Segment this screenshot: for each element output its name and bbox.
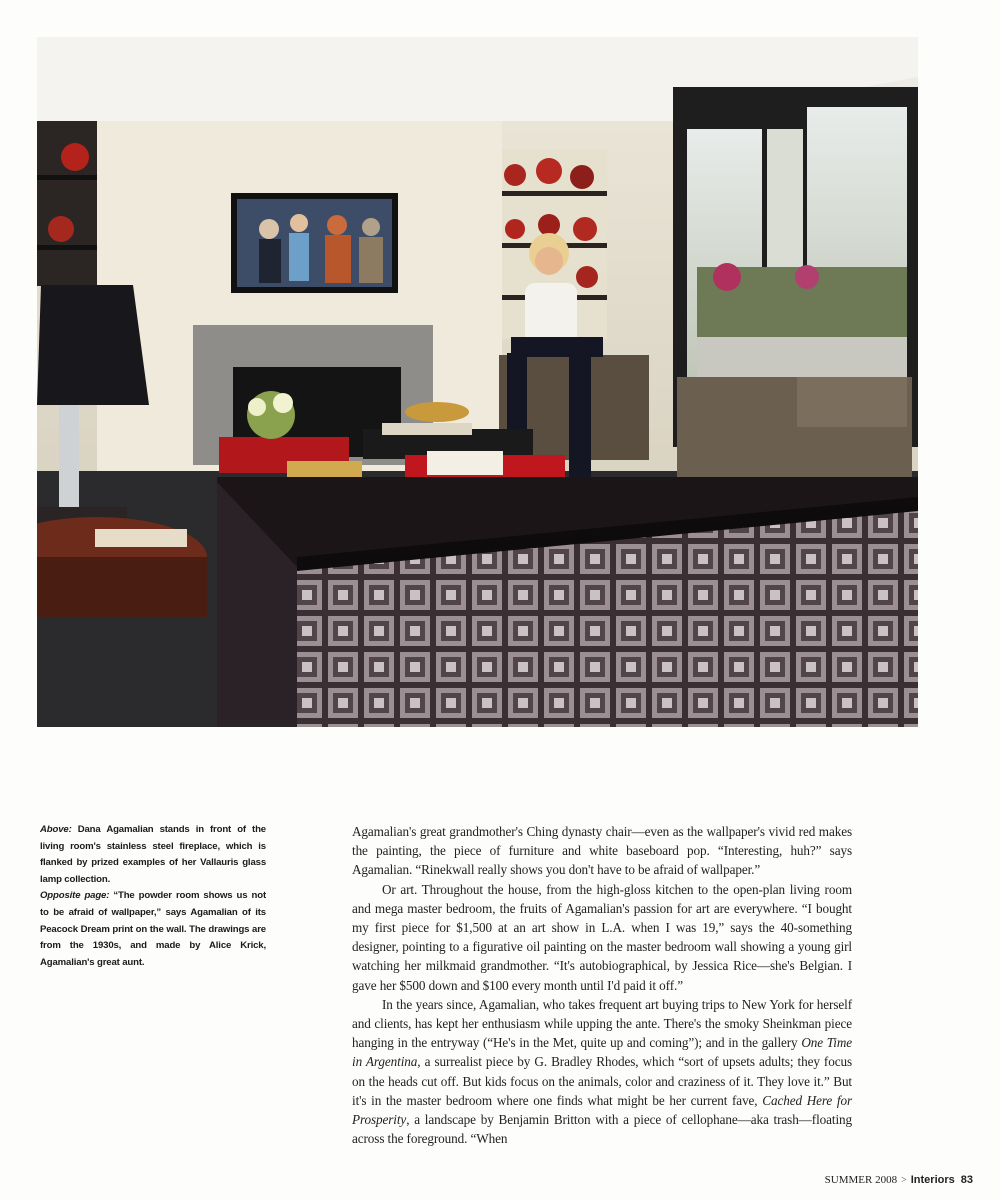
folio-issue: SUMMER 2008: [824, 1174, 898, 1186]
article-paragraph-3-part-b: , a surrealist piece by G. Bradley Rhodes, which “sort of upsets adults; they focus on the heads cut off. But kids focus on the animals, color and craziness of it. They love it.” But it's in the master bedroom where one finds what might be her current fave,: [352, 1054, 852, 1108]
artwork-title-one-time-in-argentina: One Time in Argentina: [352, 1035, 852, 1070]
folio-magazine: Interiors: [910, 1174, 955, 1186]
living-room-photo: [37, 37, 918, 727]
page-folio: [825, 1174, 973, 1186]
article-paragraph-2: Or art. Throughout the house, from the high-gloss kitchen to the open-plan living room and mega master bedroom, the fruits of Agamalian's passion for art are everywhere. “I bought my first piece for $1,500 at an art show in L.A. when I was 19,” says the 40-something designer, pointing to a figurative oil painting on the master bedroom wall showing a young girl watching her milkmaid grandmother. “It's autobiographical, by Jessica Rice—she's Belgian. I gave her $500 down and $100 every month until I'd paid it off.”: [352, 881, 852, 993]
caption-above-text: Dana Agamalian stands in front of the living room's stainless steel fireplace, which is flanked by prized examples of her Vallauris glass lamp collection.: [40, 824, 266, 885]
article-paragraph-3-part-c: , a landscape by Benjamin Britton with a piece of cellophane—aka trash—floating across the foreground. “When: [352, 1112, 852, 1147]
article-paragraph-1: Agamalian's great grandmother's Ching dynasty chair—even as the wallpaper's vivid red makes the painting, the piece of furniture and white baseboard pop. “Interesting, huh?” says Agamalian. “Rinekwall really shows you don't have to be afraid of wallpaper.”: [352, 824, 852, 878]
article-paragraph-3-part-a: In the years since, Agamalian, who takes frequent art buying trips to New York for herself and clients, has kept her enthusiasm while upping the ante. There's the smoky Sheinkman piece hanging in the entryway (“He's in the Met, quite up and coming”); and in the gallery: [352, 996, 852, 1051]
photo-illustration: [37, 37, 918, 727]
artwork-title-cached-here: Cached Here for Prosperity: [352, 1092, 853, 1128]
photo-caption: [40, 822, 266, 971]
article-body: [352, 822, 852, 1148]
caption-above-label: Above:: [40, 824, 72, 835]
caption-opposite-text: “The powder room shows us not to be afraid of wallpaper,” says Agamalian of its Peacock Dream print on the wall. The drawings are from the 1930s, and made by Alice Krick, Agamalian's great aunt.: [40, 890, 266, 968]
article-paragraph-3: [352, 995, 852, 1149]
folio-page-number: 83: [960, 1174, 973, 1186]
caption-opposite-label: Opposite page:: [40, 890, 110, 902]
folio-separator: >: [901, 1175, 907, 1186]
